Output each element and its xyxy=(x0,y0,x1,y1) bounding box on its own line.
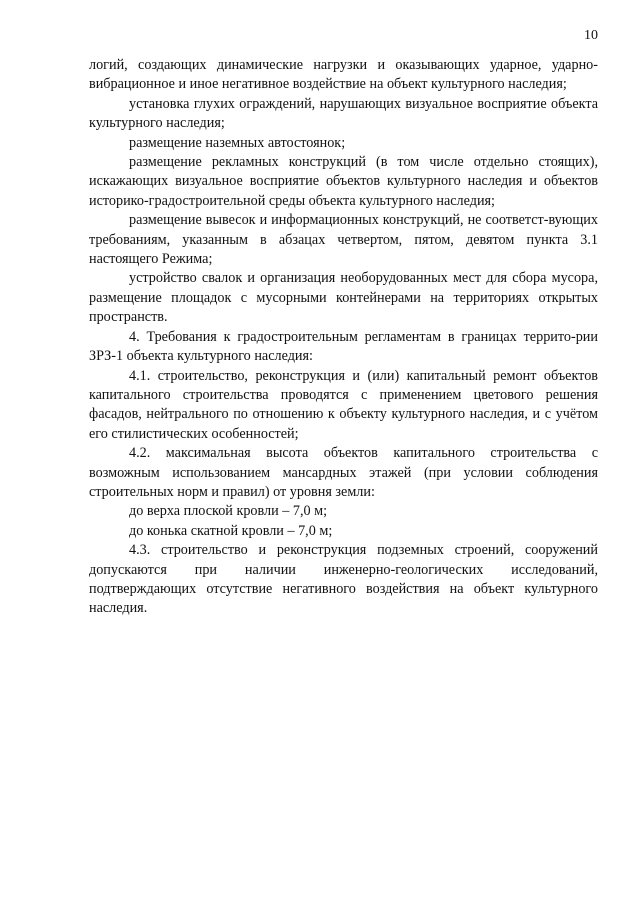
paragraph-section-4: 4. Требования к градостроительным регламентам в границах террито-рии ЗРЗ-1 объекта культурного наследия: xyxy=(89,328,598,365)
page-number: 10 xyxy=(584,28,598,43)
paragraph-4-3: 4.3. строительство и реконструкция подземных строений, сооружений допускаются при наличии инженерно-геологических исследований, подтверждающих отсутствие негативного воздействия на объект культурного наследия. xyxy=(89,542,598,617)
paragraph-4-1: 4.1. строительство, реконструкция и (или) капитальный ремонт объектов капитального строительства проводятся с применением цветового решения фасадов, нейтрального по отношению к объекту культурного наследия, и с учётом его стилистических особенностей; xyxy=(89,367,598,442)
paragraph-signage: размещение вывесок и информационных конструкций, не соответст-вующих требованиям, указанным в абзацах четвертом, пятом, девятом пункта 3.1 настоящего Режима; xyxy=(89,212,598,268)
paragraph-fences: установка глухих ограждений, нарушающих визуальное восприятие объекта культурного наследия; xyxy=(89,95,598,132)
paragraph-flat-roof: до верха плоской кровли – 7,0 м; xyxy=(129,503,328,520)
paragraph-4-2: 4.2. максимальная высота объектов капитального строительства с возможным использованием мансардных этажей (при условии соблюдения строительных норм и правил) от уровня земли: xyxy=(89,445,598,500)
paragraph-waste: устройство свалок и организация необорудованных мест для сбора мусора, размещение площадок с мусорными контейнерами на территориях открытых пространств. xyxy=(89,270,598,326)
document-body xyxy=(89,56,598,619)
paragraph-advertising: размещение рекламных конструкций (в том числе отдельно стоящих), искажающих визуальное восприятие объектов культурного наследия и объектов историко-градостроительной среды объекта культурного наследия; xyxy=(89,154,598,209)
paragraph-continuation: логий, создающих динамические нагрузки и оказывающих ударное, ударно-вибрационное и иное негативное воздействие на объект культурного наследия; xyxy=(89,57,598,93)
paragraph-parking: размещение наземных автостоянок; xyxy=(129,134,346,151)
paragraph-pitched-roof: до конька скатной кровли – 7,0 м; xyxy=(129,522,333,539)
